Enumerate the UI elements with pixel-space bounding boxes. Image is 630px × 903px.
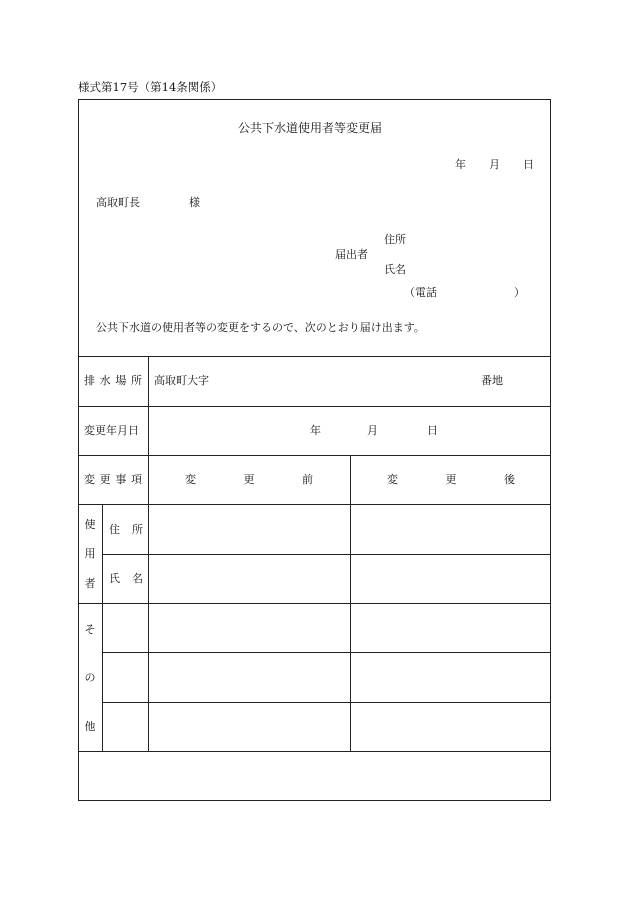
after-header: 変 更 後 [387,473,515,486]
statement: 公共下水道の使用者等の変更をするので、次のとおり届け出ます。 [96,321,425,334]
change-date-month: 月 [367,424,378,437]
row-divider [78,751,551,752]
user-group-char: 使 [84,518,96,531]
column-divider [102,504,103,751]
other-group-char: 他 [84,720,96,733]
change-date-day: 日 [427,424,438,437]
row-divider [102,554,551,555]
form-number: 様式第17号（第14条関係） [78,80,223,94]
name-label: 氏名 [384,263,406,276]
user-group-char: 用 [84,547,96,560]
date-month-label: 月 [489,158,500,171]
address-label: 住所 [384,233,406,246]
date-year-label: 年 [455,158,466,171]
change-items-label: 変 更 事 項 [84,473,142,486]
addressee-suffix: 様 [189,196,200,209]
drain-place-suffix: 番地 [481,374,503,387]
row-divider [102,702,551,703]
phone-label: （電話 [404,286,437,299]
form-heading: 公共下水道使用者等変更届 [238,121,383,135]
phone-close: ） [514,286,525,299]
column-divider [148,356,149,751]
change-date-year: 年 [310,424,321,437]
user-address-label: 住 所 [109,523,143,536]
drain-place-label: 排 水 場 所 [84,374,142,387]
row-divider [102,652,551,653]
change-date-label: 変更年月日 [84,424,139,437]
other-group-char: の [84,671,96,684]
column-divider [350,455,351,751]
applicant-label: 届出者 [335,248,368,261]
user-group-char: 者 [84,577,96,590]
addressee: 高取町長 [96,196,140,209]
other-group-char: そ [84,623,96,636]
user-name-label: 氏 名 [109,572,143,585]
date-day-label: 日 [523,158,534,171]
before-header: 変 更 前 [185,473,313,486]
drain-place-field[interactable]: 高取町大字 [154,374,209,387]
